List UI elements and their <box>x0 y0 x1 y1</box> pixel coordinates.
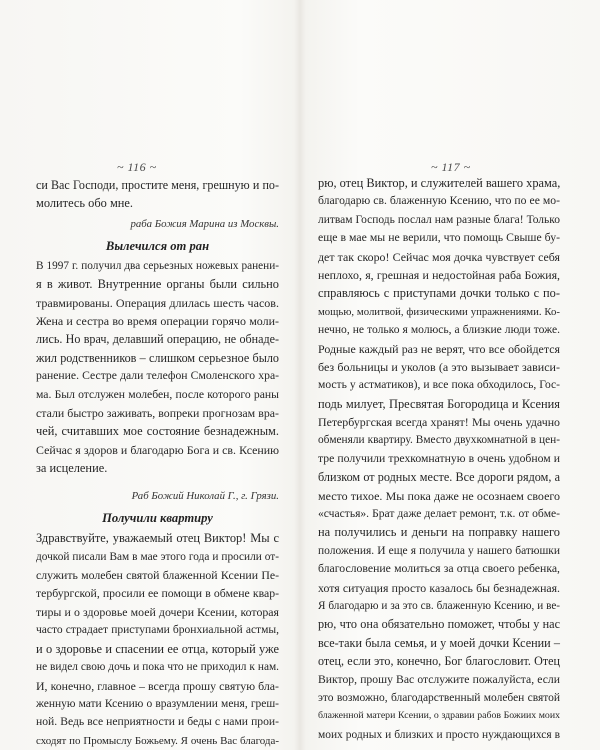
text-line: Я благодарю и за это св. блаженную Ксению, и ве- <box>318 599 560 612</box>
text-line: не видел свою дочь и пока что не приходил к нам. <box>36 661 279 674</box>
text-line: благословение молиться за отца своего ребенка, <box>318 562 560 576</box>
section-heading: Вылечился от ран <box>105 238 210 253</box>
text-line: чей, считавших мое состояние безнадежным. <box>36 424 279 439</box>
text-line: си Вас Господи, простите меня, грешную и по- <box>36 178 279 192</box>
text-line: место тихое. Мы пока даже не осознаем своего <box>318 488 560 503</box>
text-line: литвам Господь послал нам разные блага! Только <box>318 213 560 226</box>
text-line: хотя ситуация просто казалось бы безнадежная. <box>318 580 560 595</box>
text-line: блаженной матери Ксении, о здравии рабов Божиих моих <box>318 710 560 722</box>
text-line: тре получили трехкомнатную в очень удобном и <box>318 451 560 465</box>
text-line: Сейчас я здоров и благодарю Бога и св. Ксению <box>36 442 279 457</box>
text-line: тербургской, просили ее помощи в обмене квар- <box>36 586 279 600</box>
text-line: за исцеление. <box>36 461 108 476</box>
text-line: это возможно, благодарственный молебен святой <box>318 691 560 704</box>
text-line: молитесь обо мне. <box>36 196 134 211</box>
text-line: благодарю св. блаженную Ксению, что по ее мо- <box>318 194 560 208</box>
text-line: рю, отец Виктор, и служителей вашего храма, <box>318 176 561 190</box>
text-line: и о здоровье и спасении ее отца, который уже <box>36 641 279 656</box>
text-line: лись. Но врач, делавший операцию, не обнаде- <box>36 332 279 347</box>
text-line: Здравствуйте, уважаемый отец Виктор! Мы с <box>36 531 279 546</box>
text-line: ранение. Сестре дали телефон Смоленского хра- <box>36 369 279 383</box>
text-line: без больницы и уколов (а это вызывает зависи- <box>318 359 560 374</box>
text-line: И, конечно, главное – всегда прошу святую бла- <box>36 678 279 693</box>
text-line: мость у астматиков), и все пока обходилось, Гос- <box>318 378 560 392</box>
text-line: ма. Был отслужен молебен, после которого раны <box>36 387 279 401</box>
text-line: еще в мае мы не верили, что помощь Свыше бу- <box>318 231 560 245</box>
text-line: рю, что она обязательно поможет, чтобы у нас <box>318 617 560 632</box>
text-line: часто страдает приступами бронхиальной астмы, <box>36 624 279 637</box>
text-line: В 1997 г. получил два серьезных ножевых ранени- <box>36 259 279 272</box>
right-page <box>300 0 600 750</box>
text-line: Жена и сестра во время операции горячо моли- <box>36 313 279 328</box>
text-line: положения. И еще я получила у нашего батюшки <box>318 544 560 557</box>
text-line: стали быстро заживать, вопреки прогнозам вра- <box>36 405 279 420</box>
text-line: Петербургская всегда хранят! Мы очень удачно <box>318 415 560 430</box>
text-line: справляюсь с приступами дочки только с по- <box>318 286 560 301</box>
page-number-right: ~ 117 ~ <box>431 160 471 174</box>
text-line: на получились и деньги на поправку нашего <box>318 525 560 540</box>
text-line: Виктор, прошу Вас отслужите пожалуйста, если <box>318 672 560 686</box>
section-heading: Получили квартиру <box>102 511 213 526</box>
text-line: отец, если это, конечно, Бог благословит. Отец <box>318 654 560 669</box>
text-line: дочкой писали Вам в мае этого года и просили от- <box>36 550 279 563</box>
text-line: я в живот. Внутренние органы были сильно <box>36 277 279 292</box>
text-line: все-таки была семья, и у моей дочки Ксении – <box>318 635 560 650</box>
text-line: жил родственников – слишком серьезное было <box>36 350 279 365</box>
text-line: травмированы. Операция длилась шесть часов. <box>36 295 279 310</box>
text-line: подь милует, Пресвятая Богородица и Ксения <box>318 396 560 411</box>
signature: раба Божия Марина из Москвы. <box>130 217 279 230</box>
text-line: Родные каждый раз не верят, что все обойдется <box>318 341 560 356</box>
text-line: «счастья». Брат даже делает ремонт, т.к. от обме- <box>318 507 560 521</box>
left-text-block <box>36 176 279 750</box>
text-line: тиры и о здоровье моей дочери Ксении, которая <box>36 605 279 620</box>
signature: Раб Божий Николай Г., г. Грязи. <box>131 490 279 503</box>
text-line: моих родных и близких и просто нуждающихся в <box>318 728 560 741</box>
text-line: нечно, не только я молюсь, а близкие люди тоже. <box>318 323 560 337</box>
right-text-block <box>318 174 560 744</box>
text-line: обменяли квартиру. Вместо двухкомнатной в цен- <box>318 434 560 447</box>
text-line: неплохо, я, грешная и недостойная раба Божия, <box>318 267 560 282</box>
text-line: близком от родных месте. Все дороги рядом, а <box>318 470 560 485</box>
text-line: сходят по Промыслу Божьему. Я очень Вас благода- <box>36 734 279 747</box>
text-line: ной. Ведь все неприятности и беды с нами прои- <box>36 715 279 729</box>
text-line: дет так скоро! Сейчас моя дочка чувствует себя <box>318 249 560 264</box>
text-line: мощью, молитвой, физическими упражнениями. Ко- <box>318 305 560 318</box>
page-number-left: ~ 116 ~ <box>117 160 157 174</box>
text-line: женную мати Ксению о вразумлении меня, греш- <box>36 697 279 710</box>
text-line: служить молебен святой блаженной Ксении Пе- <box>36 568 279 583</box>
